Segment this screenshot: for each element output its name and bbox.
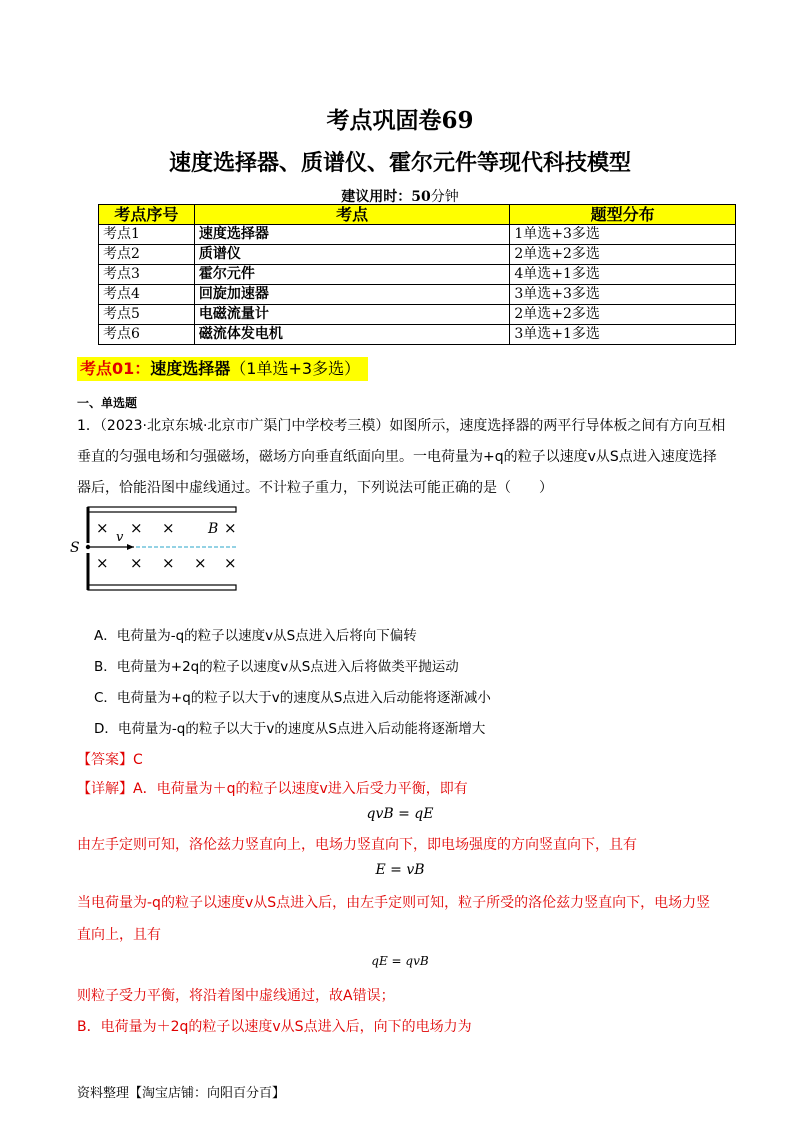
table-cell: 磁流体发电机 <box>194 325 509 345</box>
cross-icon: × <box>224 554 237 572</box>
table-cell: 回旋加速器 <box>194 285 509 305</box>
section-heading <box>77 357 368 381</box>
table-row <box>99 245 736 265</box>
table-row <box>99 285 736 305</box>
detail-line: 直向上，且有 <box>77 927 161 943</box>
section-name: 速度选择器 <box>150 359 231 378</box>
table-cell: 2单选+2多选 <box>510 245 736 265</box>
detail-line: B．电荷量为＋2q的粒子以速度v从S点进入后，向下的电场力为 <box>77 1019 472 1035</box>
table-header: 题型分布 <box>510 205 736 225</box>
table-row <box>99 325 736 345</box>
option-c: C．电荷量为+q的粒子以大于v的速度从S点进入后动能将逐渐减小 <box>94 690 491 706</box>
question-line: 器后，恰能沿图中虚线通过。不计粒子重力，下列说法可能正确的是（ ） <box>77 480 553 496</box>
arrow-head-icon <box>127 544 134 550</box>
table-cell: 考点2 <box>99 245 195 265</box>
table-cell: 3单选+1多选 <box>510 325 736 345</box>
footer-note: 资料整理【淘宝店铺：向阳百分百】 <box>77 1086 286 1101</box>
cross-icon: × <box>96 554 109 572</box>
section-prefix: 考点01： <box>80 359 151 378</box>
equation: E = vB <box>375 862 425 878</box>
label-v: v <box>116 530 124 545</box>
cross-icon: × <box>162 554 175 572</box>
label-S: S <box>70 540 80 556</box>
entry-point <box>86 545 90 549</box>
question-line: 1．（2023·北京东城·北京市广渠门中学校考三模）如图所示，速度选择器的两平行导体板之间有方向互相 <box>77 418 726 434</box>
upper-plate <box>88 507 236 512</box>
velocity-selector-figure <box>66 503 246 599</box>
table-cell: 质谱仪 <box>194 245 509 265</box>
option-d: D．电荷量为-q的粒子以大于v的速度从S点进入后动能将逐渐增大 <box>94 721 486 737</box>
page-title: 考点巩固卷69 <box>326 107 474 134</box>
cross-icon: × <box>96 519 109 537</box>
detail-line: 则粒子受力平衡，将沿着图中虚线通过，故A错误； <box>77 988 395 1004</box>
detail-label: 【详解】 <box>77 781 133 797</box>
detail-line: 当电荷量为-q的粒子以速度v从S点进入后，由左手定则可知，粒子所受的洛伦兹力竖直向下，电场力竖 <box>77 895 711 911</box>
cross-icon: × <box>224 519 237 537</box>
question-line: 垂直的匀强电场和匀强磁场，磁场方向垂直纸面向里。一电荷量为+q的粒子以速度v从S点进入速度选择 <box>77 449 717 465</box>
table-cell: 4单选+1多选 <box>510 265 736 285</box>
table-cell: 考点6 <box>99 325 195 345</box>
table-header: 考点 <box>194 205 509 225</box>
table-cell: 1单选+3多选 <box>510 225 736 245</box>
answer <box>77 749 143 769</box>
lower-plate <box>88 585 236 590</box>
cross-icon: × <box>162 519 175 537</box>
detail-line: 由左手定则可知，洛伦兹力竖直向上，电场力竖直向下，即电场强度的方向竖直向下，且有 <box>77 837 637 853</box>
table-cell: 速度选择器 <box>194 225 509 245</box>
time-unit: 分钟 <box>430 189 459 205</box>
subsection-heading: 一、单选题 <box>77 396 138 410</box>
topic-table <box>98 204 736 345</box>
cross-icon: × <box>130 519 143 537</box>
equation: qE = qvB <box>371 954 429 968</box>
suggested-time <box>0 186 800 206</box>
time-label: 建议用时： <box>341 189 412 205</box>
table-cell: 霍尔元件 <box>194 265 509 285</box>
table-cell: 电磁流量计 <box>194 305 509 325</box>
time-value: 50 <box>411 189 431 205</box>
page-subtitle: 速度选择器、质谱仪、霍尔元件等现代科技模型 <box>168 150 631 176</box>
table-row <box>99 225 736 245</box>
table-cell: 2单选+2多选 <box>510 305 736 325</box>
answer-value: C <box>133 752 143 768</box>
table-header: 考点序号 <box>99 205 195 225</box>
table-cell: 考点3 <box>99 265 195 285</box>
cross-icon: × <box>194 554 207 572</box>
equation: qvB = qE <box>366 806 434 822</box>
table-row <box>99 305 736 325</box>
cross-icon: × <box>130 554 143 572</box>
detail-line <box>77 778 468 798</box>
option-a: A．电荷量为-q的粒子以速度v从S点进入后将向下偏转 <box>94 628 417 644</box>
table-cell: 考点1 <box>99 225 195 245</box>
detail-text: A．电荷量为＋q的粒子以速度v进入后受力平衡，即有 <box>133 781 468 797</box>
table-cell: 考点5 <box>99 305 195 325</box>
label-B: B <box>208 521 219 537</box>
table-header-row <box>99 205 736 225</box>
answer-label: 【答案】 <box>77 752 133 768</box>
section-distribution: （1单选+3多选） <box>230 359 361 378</box>
table-cell: 3单选+3多选 <box>510 285 736 305</box>
table-cell: 考点4 <box>99 285 195 305</box>
option-b: B．电荷量为+2q的粒子以速度v从S点进入后将做类平抛运动 <box>94 659 459 675</box>
table-row <box>99 265 736 285</box>
